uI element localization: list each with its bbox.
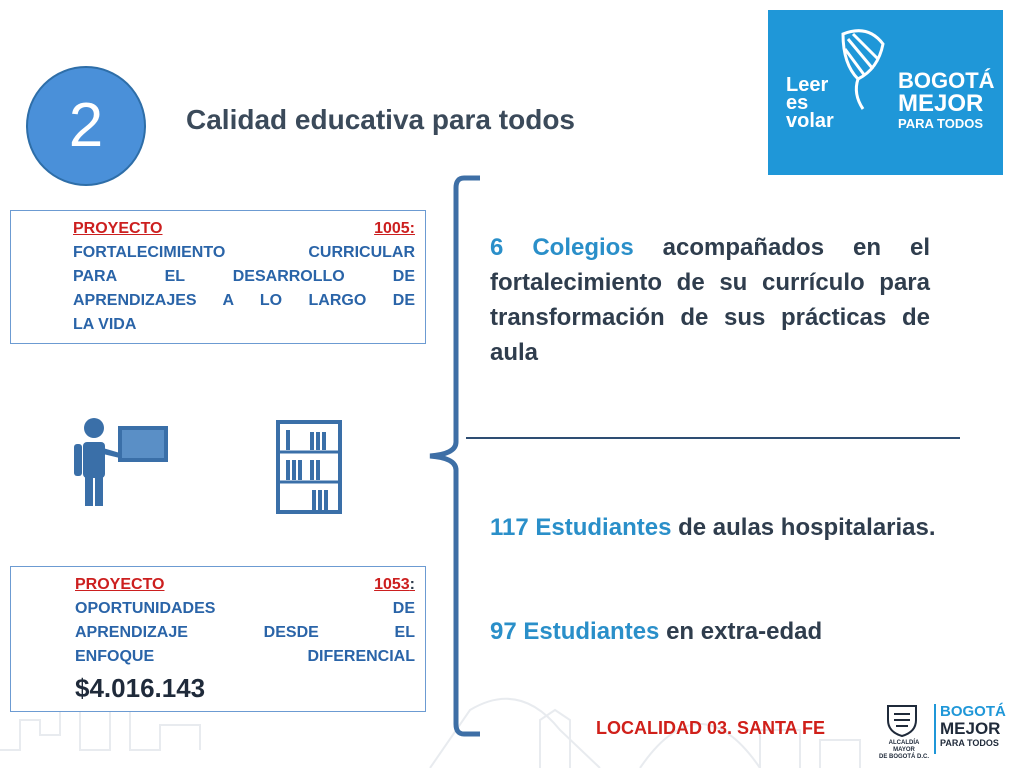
statement-hospitalarias [490, 510, 970, 545]
project-amount: $4.016.143 [75, 673, 206, 703]
bookshelf-icon [276, 420, 342, 514]
project-number-value: 1053 [374, 576, 410, 593]
statement-number: 117 [490, 514, 529, 541]
project-1005-box [10, 210, 426, 344]
leer-es-volar-text [786, 76, 834, 130]
statement-text: acompañados en el fortalecimiento de su currículo para transformación de sus prácticas de aula [490, 234, 931, 366]
logo-bogota: BOGOTÁ [898, 68, 995, 93]
alcaldia-footer-logo [878, 700, 1018, 762]
footer-divider [934, 704, 936, 754]
project-1053-header [75, 573, 415, 597]
statement-text: de aulas hospitalarias. [678, 514, 936, 541]
statement-highlight: 97 Estudiantes [490, 618, 660, 645]
statement-highlight: Estudiantes [535, 514, 672, 541]
project-number [374, 573, 415, 597]
footer-bogota-logo [940, 704, 1006, 749]
project-desc-line: APRENDIZAJES A LO LARGO DE [73, 292, 415, 309]
project-number: 1005: [374, 220, 415, 237]
footer-bogota: BOGOTÁ [940, 703, 1006, 720]
project-desc-line: PARA EL DESARROLLO DE [73, 268, 415, 285]
project-number-suffix: : [409, 576, 415, 593]
logo-word-volar: volar [786, 110, 834, 132]
project-label: PROYECTO [73, 220, 163, 237]
section-number-badge: 2 [26, 66, 146, 186]
locality-label: LOCALIDAD 03. SANTA FE [596, 718, 826, 738]
project-label: PROYECTO [75, 576, 165, 593]
alcaldia-line: ALCALDÍA MAYOR [888, 740, 920, 753]
statement-highlight: 6 Colegios [490, 234, 634, 261]
footer-para-todos: PARA TODOS [940, 738, 999, 748]
curly-brace-icon [424, 172, 484, 740]
project-1005-header [73, 217, 415, 241]
footer-mejor: MEJOR [940, 719, 1001, 738]
leer-es-volar-logo [768, 10, 1003, 175]
alcaldia-line: DE BOGOTÁ D.C. [878, 754, 929, 760]
divider-line [466, 437, 960, 439]
project-1053-box [10, 566, 426, 712]
bogota-mejor-logo [898, 70, 995, 131]
shield-crest-icon [884, 702, 920, 738]
statement-colegios [490, 230, 930, 370]
project-desc-line: OPORTUNIDADES DE [75, 600, 415, 617]
project-desc-line: FORTALECIMIENTO CURRICULAR [73, 244, 415, 261]
logo-mejor: MEJOR [898, 90, 984, 117]
section-title: Calidad educativa para todos [186, 104, 575, 135]
logo-word-leer: Leer [786, 74, 829, 96]
alcaldia-text [878, 740, 930, 761]
project-desc-line: LA VIDA [73, 316, 137, 333]
logo-para-todos: PARA TODOS [898, 116, 983, 131]
statement-extra-edad [490, 614, 970, 649]
project-desc-line: ENFOQUE DIFERENCIAL [75, 648, 415, 665]
statement-text: en extra-edad [666, 618, 823, 645]
project-desc-line: APRENDIZAJE DESDE EL [75, 624, 415, 641]
logo-word-es: es [786, 92, 809, 114]
teacher-board-icon [70, 416, 170, 508]
